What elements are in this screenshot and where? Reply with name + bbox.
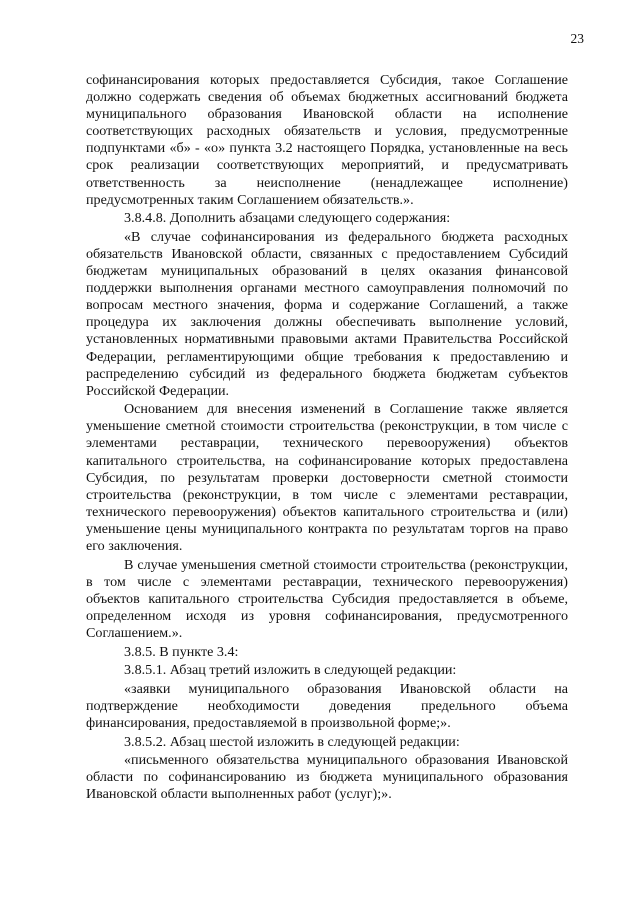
page-number: 23	[570, 31, 584, 46]
paragraph-agreement-change-basis: Основанием для внесения изменений в Соглашение также является уменьшение сметной стоимости строительства (реконструкции, в том числе с элементами реставрации, технического перевооружения) объектов капитального строительства, на софинансирование которых предоставлена Субсидия, по результатам проверки достоверности сметной стоимости строительства (реконструкции, в том числе с элементами реставрации, технического перевооружения) объектов капитального строительства и (или) уменьшение цены муниципального контракта по результатам торгов на право его заключения.	[86, 401, 568, 555]
paragraph-application-text: «заявки муниципального образования Ивановской области на подтверждение необходимости доведения предельного объема финансирования, предоставляемой в произвольной форме;».	[86, 680, 568, 731]
paragraph-3-8-4-8-heading: 3.8.4.8. Дополнить абзацами следующего содержания:	[124, 210, 451, 227]
paragraph-written-obligation-text: «письменного обязательства муниципального образования Ивановской области по софинансированию из бюджета муниципального образования Ивановской области выполненных работ (услуг);».	[86, 752, 568, 803]
paragraph-continuation: софинансирования которых предоставляется Субсидия, такое Соглашение должно содержать сведения об объемах бюджетных ассигнований бюджета муниципального образования Ивановской области на исполнение соответствующих расходных обязательств и условия, предусмотренные подпунктами «б» - «о» пункта 3.2 настоящего Порядка, установленные на весь срок реализации соответствующих мероприятий, и предусматривать ответственность за неисполнение (ненадлежащее исполнение) предусмотренных таким Соглашением обязательств.».	[86, 72, 568, 208]
document-body	[86, 72, 568, 803]
paragraph-federal-cofinancing: «В случае софинансирования из федерального бюджета расходных обязательств Ивановской области, связанных с предоставлением Субсидий бюджетам муниципальных образований в целях оказания финансовой поддержки выполнения органами местного самоуправления полномочий по вопросам местного значения, форма и содержание Соглашений, а также процедура их заключения должны обеспечивать выполнение условий, установленных нормативными правовыми актами Правительства Российской Федерации, регламентирующими общие требования к предоставлению и распределению субсидий из федерального бюджета бюджетам субъектов Российской Федерации.	[86, 228, 568, 399]
paragraph-3-8-5-1-heading: 3.8.5.1. Абзац третий изложить в следующей редакции:	[124, 662, 457, 679]
paragraph-3-8-5-2-heading: 3.8.5.2. Абзац шестой изложить в следующей редакции:	[124, 733, 460, 750]
paragraph-cost-reduction: В случае уменьшения сметной стоимости строительства (реконструкции, в том числе с элементами реставрации, технического перевооружения) объектов капитального строительства Субсидия предоставляется в объеме, определенном исходя из уровня софинансирования, предусмотренного Соглашением.».	[86, 556, 568, 641]
paragraph-3-8-5-heading: 3.8.5. В пункте 3.4:	[124, 643, 239, 660]
